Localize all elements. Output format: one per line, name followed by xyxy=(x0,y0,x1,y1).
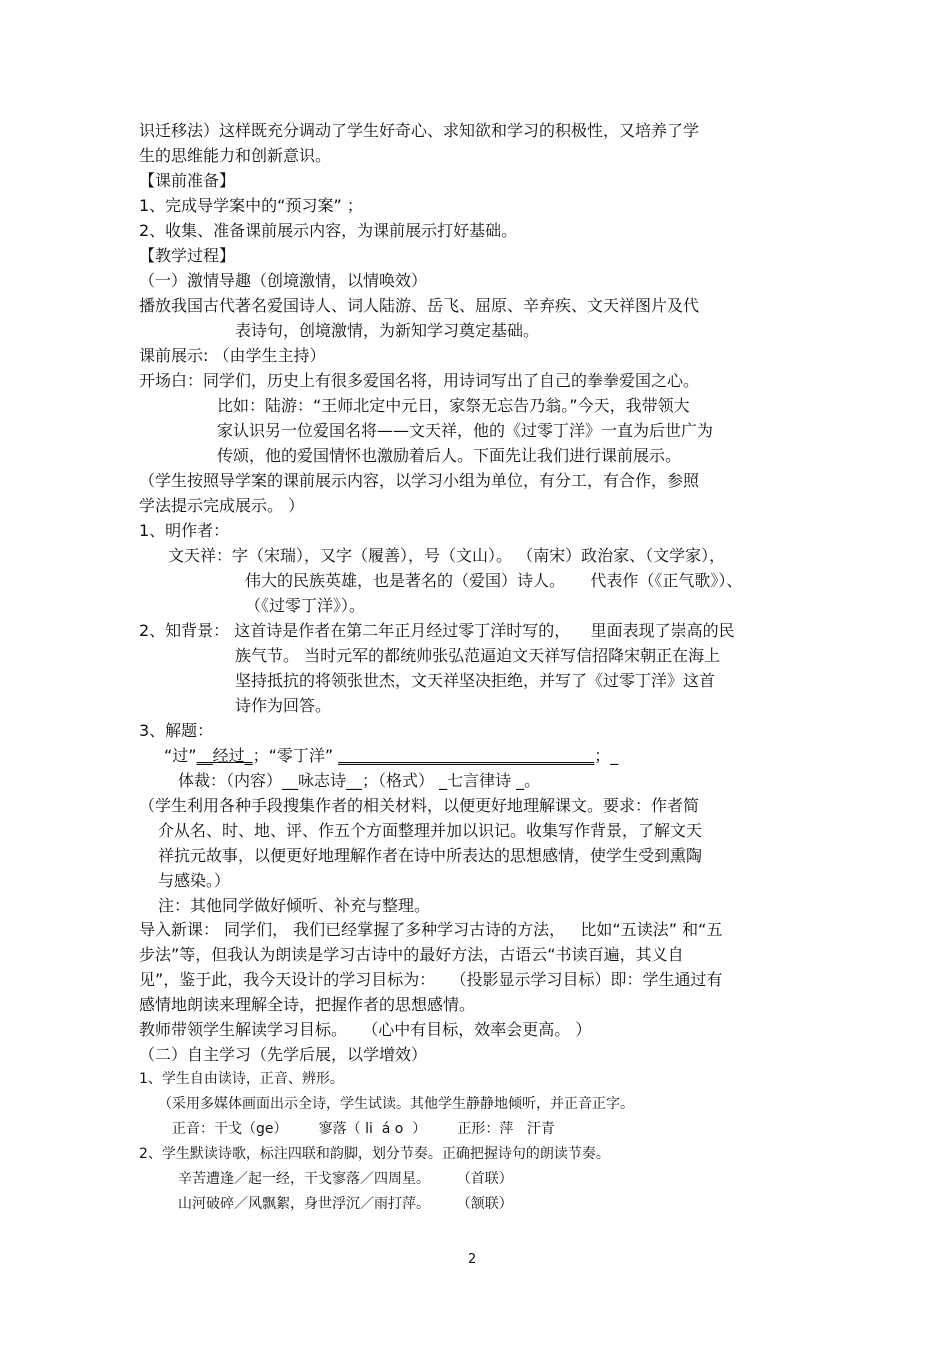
text-line: 族气节。 当时元军的都统帅张弘范逼迫文天祥写信招降宋朝正在海上 xyxy=(235,646,721,665)
line-tail: ；_ xyxy=(594,746,619,765)
jieti-line xyxy=(164,746,618,766)
text-line: 1、学生自由读诗，正音、辨形。 xyxy=(139,1071,344,1087)
text-line: （《过零丁洋》）。 xyxy=(245,596,366,615)
text-line: （采用多媒体画面出示全诗，学生试读。其他学生静静地倾听，并正音正字。 xyxy=(158,1096,634,1112)
section-heading: 【课前准备】 xyxy=(139,171,236,190)
text-line: 传颂，他的爱国情怀也激励着后人。下面先让我们进行课前展示。 xyxy=(217,446,682,465)
text-line: 2、学生默读诗歌，标注四联和韵脚，划分节奏。正确把握诗句的朗读节奏。 xyxy=(139,1146,610,1162)
text-line: 诗作为回答。 xyxy=(235,696,332,715)
text-line: 感情地朗读来理解全诗，把握作者的思想感情。 xyxy=(139,995,476,1014)
text-line: 2、收集、准备课前展示内容，为课前展示打好基础。 xyxy=(139,221,518,240)
lingdingyang-blank: ________________________________ xyxy=(338,746,595,765)
text-line: （学生按照导学案的课前展示内容，以学习小组为单位，有分工，有合作，参照 xyxy=(139,471,700,490)
text-line: 学法提示完成展示。 ） xyxy=(139,496,305,515)
text-line: 步法”等，但我认为朗读是学习古诗中的最好方法，古语云“书读百遍，其义自 xyxy=(139,945,684,964)
separator: ； xyxy=(252,746,269,765)
poem-line: 辛苦遭逢／起一经，干戈寥落／四周星。 （首联） xyxy=(178,1171,513,1187)
text-line: 与感染。） xyxy=(158,871,231,890)
page-number: 2 xyxy=(468,1252,477,1267)
text-line: 2、知背景： 这首诗是作者在第二年正月经过零丁洋时写的， 里面表现了崇高的民 xyxy=(139,621,735,640)
guo-answer: __经过_ xyxy=(196,746,253,765)
text-line: 祥抗元故事，以便更好地理解作者在诗中所表达的思想感情，使学生受到熏陶 xyxy=(158,846,703,865)
poem-line: 山河破碎／风飘絮，身世浮沉／雨打萍。 （颔联） xyxy=(178,1196,513,1212)
text-line: 表诗句，创境激情，为新知学习奠定基础。 xyxy=(235,321,540,340)
text-line: 比如：陆游：“王师北定中元日，家祭无忘告乃翁。”今天，我带领大 xyxy=(217,396,690,415)
subsection-heading: （一）激情导趣（创境激情，以情唤效） xyxy=(139,271,428,290)
text-line: 3、解题： xyxy=(139,721,214,740)
text-line: 坚持抵抗的将领张世杰，文天祥坚决拒绝，并写了《过零丁洋》这首 xyxy=(235,671,716,690)
text-line: 伟大的民族英雄，也是著名的（爱国）诗人。 代表作（《正气歌》）、 xyxy=(245,571,743,590)
section-heading: 【教学过程】 xyxy=(139,246,236,265)
text-line: 介从名、时、地、评、作五个方面整理并加以识记。收集写作背景，了解文天 xyxy=(158,821,703,840)
text-line: 导入新课： 同学们， 我们已经掌握了多种学习古诗的方法， 比如“五读法” 和“五 xyxy=(139,920,723,939)
text-line: 1、明作者： xyxy=(139,521,230,540)
text-line: 课前展示: （由学生主持） xyxy=(139,346,326,365)
text-line: 生的思维能力和创新意识。 xyxy=(139,146,332,165)
text-line: 见”，鉴于此，我今天设计的学习目标为： （投影显示学习目标）即：学生通过有 xyxy=(139,970,723,989)
text-line: 正音：干戈（ge） 寥落（ li á o ） 正形：萍 汗青 xyxy=(172,1121,555,1137)
text-line: 教师带领学生解读学习目标。 （心中有目标，效率会更高。 ） xyxy=(139,1020,592,1039)
text-line: 注：其他同学做好倾听、补充与整理。 xyxy=(158,896,431,915)
text-line: （学生利用各种手段搜集作者的相关材料，以便更好地理解课文。要求：作者简 xyxy=(139,796,700,815)
subsection-heading: （二）自主学习（先学后展，以学增效） xyxy=(139,1045,428,1064)
text-line: 1、完成导学案中的“预习案” ； xyxy=(139,196,363,215)
text-line: 体裁：（内容）__咏志诗__；（格式） _七言律诗 _。 xyxy=(178,771,541,790)
text-line: 识迁移法）这样既充分调动了学生好奇心、求知欲和学习的积极性，又培养了学 xyxy=(139,121,700,140)
text-line: 开场白：同学们，历史上有很多爱国名将，用诗词写出了自己的拳拳爱国之心。 xyxy=(139,371,700,390)
text-line: 文天祥：字（宋瑞），又字（履善），号（文山）。 （南宋）政治家、（文学家）， xyxy=(168,546,726,565)
text-line: 家认识另一位爱国名将——文天祥，他的《过零丁洋》一直为后世广为 xyxy=(217,421,714,440)
text-line: 播放我国古代著名爱国诗人、词人陆游、岳飞、屈原、辛弃疾、文天祥图片及代 xyxy=(139,296,700,315)
guo-label: “过” xyxy=(164,746,197,765)
lingdingyang-label: “零丁洋” xyxy=(268,746,339,765)
